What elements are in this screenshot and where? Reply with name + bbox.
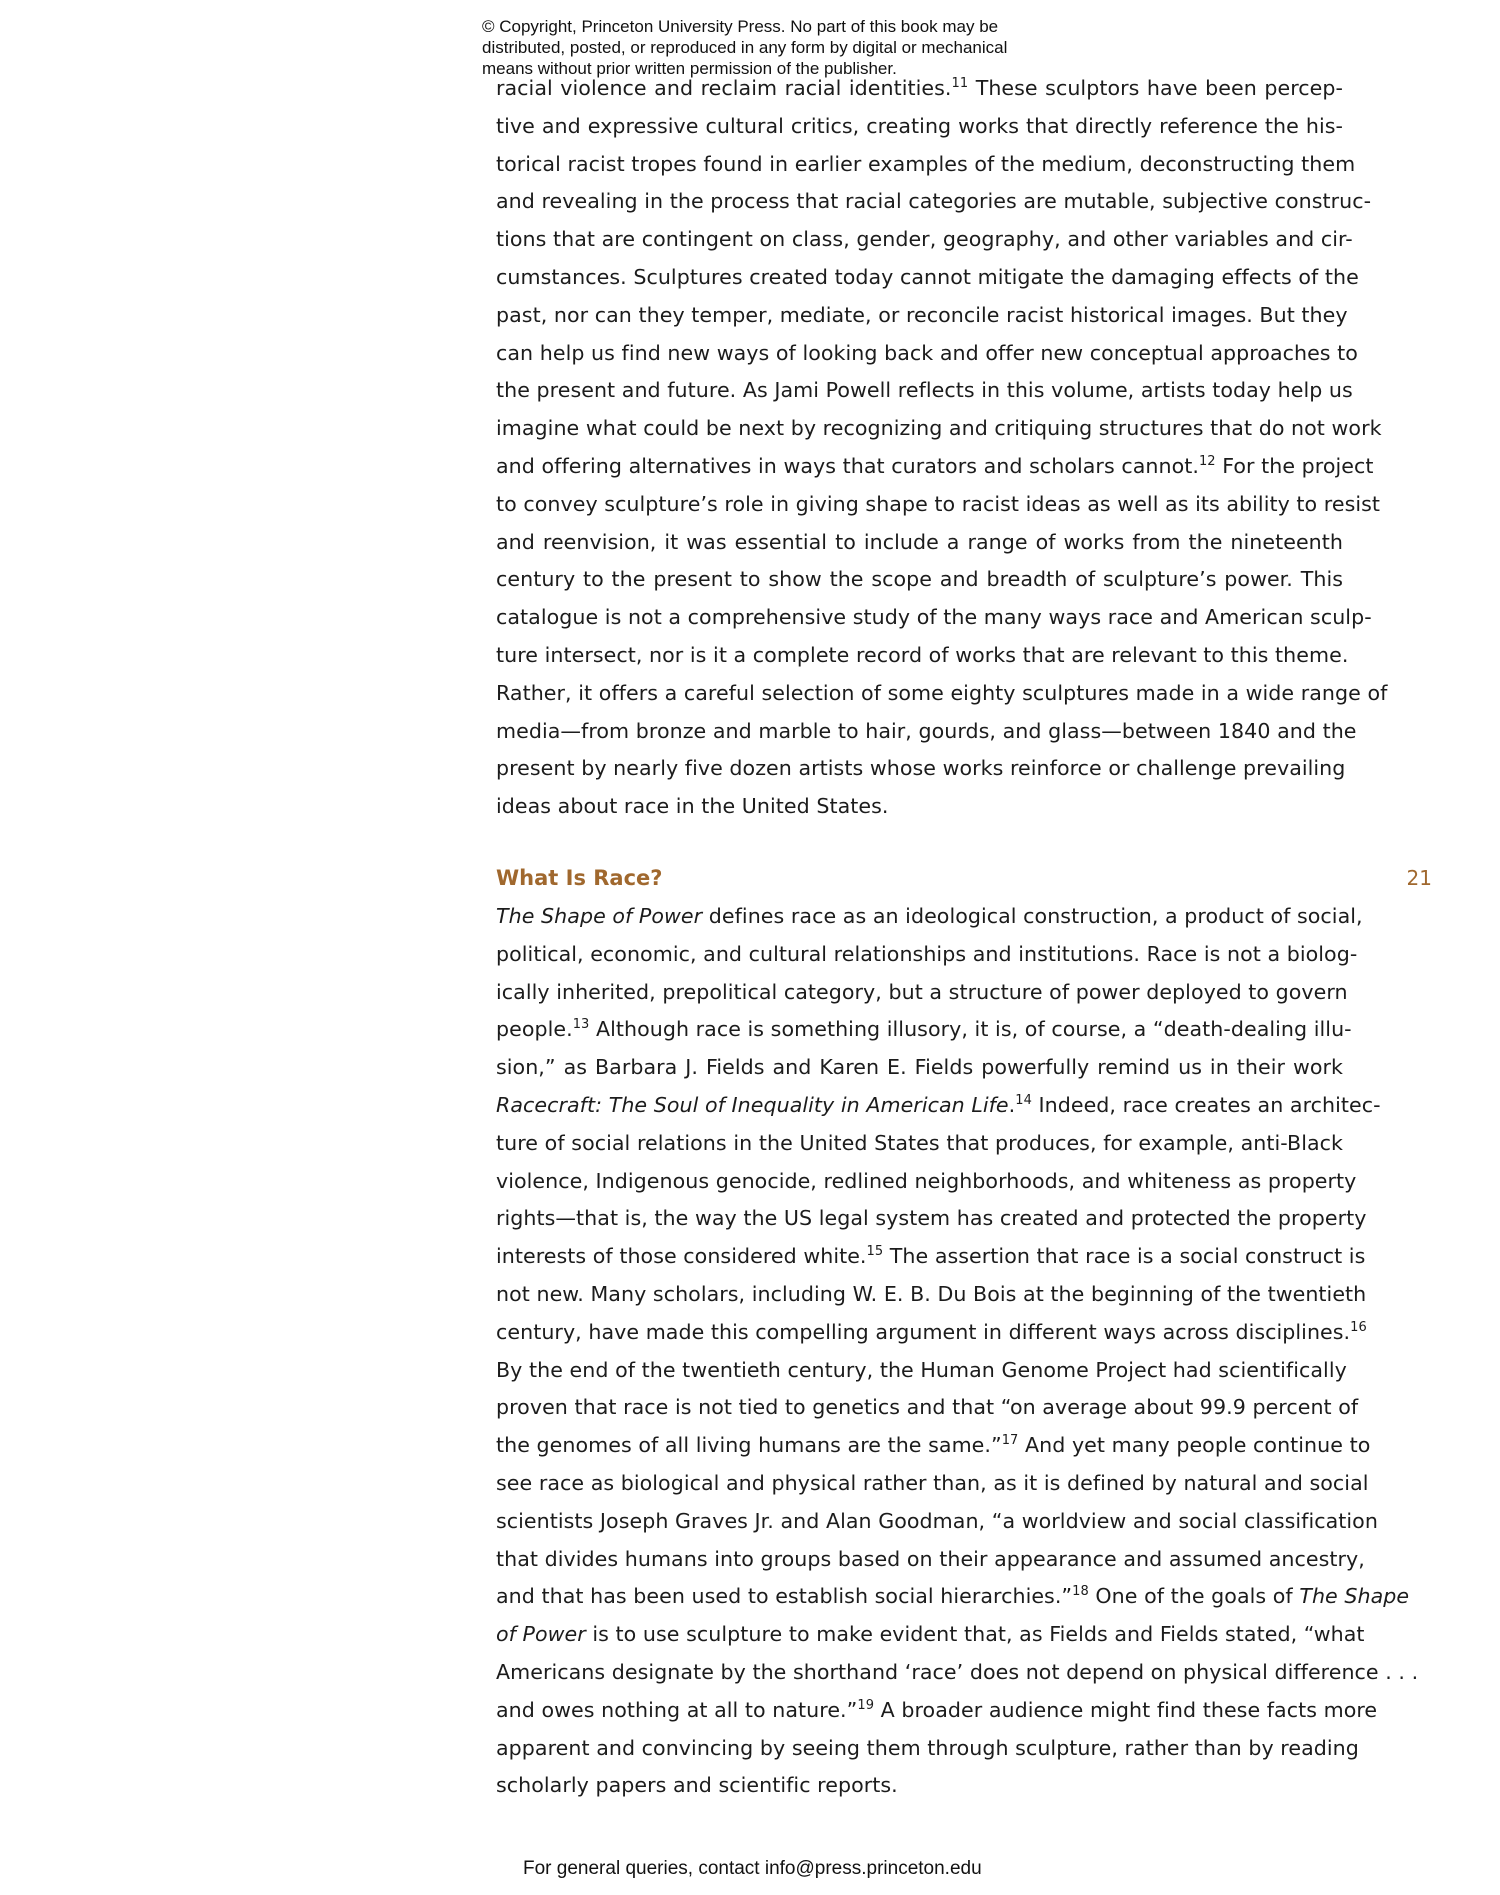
line-text: scholarly papers and scientific reports. (496, 1773, 898, 1798)
text-line (496, 599, 1372, 637)
text-line (496, 713, 1357, 751)
line-text: . (1008, 1092, 1016, 1117)
text-line (496, 1011, 1352, 1049)
line-text: can help us find new ways of looking back and offer new conceptual approaches to (496, 340, 1358, 365)
line-text: rights—that is, the way the US legal system has created and protected the property (496, 1206, 1367, 1231)
text-line (496, 637, 1349, 675)
text-line (496, 221, 1353, 259)
footnote-ref: 15 (866, 1244, 884, 1260)
footnote-ref: 13 (572, 1017, 590, 1033)
line-text: and that has been used to establish social hierarchies.” (496, 1584, 1073, 1609)
text-line (496, 750, 1346, 788)
line-text: The assertion that race is a social construct is (883, 1244, 1366, 1269)
text-line (496, 1087, 1381, 1125)
footer-contact: For general queries, contact info@press.princeton.edu (523, 1858, 982, 1879)
italic-title: The Shape (1299, 1584, 1410, 1609)
line-text: For the project (1215, 453, 1374, 478)
text-line (496, 1276, 1367, 1314)
line-text: ically inherited, prepolitical category, but a structure of power deployed to govern (496, 979, 1348, 1004)
text-line (496, 1314, 1367, 1352)
footnote-ref: 14 (1015, 1092, 1032, 1108)
line-text: racial violence and reclaim racial identities. (496, 76, 952, 100)
line-text: the genomes of all living humans are the same.” (496, 1433, 1002, 1458)
line-text: torical racist tropes found in earlier examples of the medium, deconstructing them (496, 151, 1356, 176)
line-text: people. (496, 1017, 573, 1042)
footnote-ref: 12 (1198, 453, 1216, 469)
line-text: apparent and convincing by seeing them through sculpture, rather than by reading (496, 1735, 1359, 1760)
line-text: Although race is something illusory, it is, of course, a “death-dealing illu- (589, 1017, 1352, 1042)
line-text: and offering alternatives in ways that curators and scholars cannot. (496, 453, 1199, 478)
text-line (496, 1238, 1366, 1276)
text-line (496, 1163, 1357, 1201)
text-line (496, 1616, 1365, 1654)
footnote-ref: 11 (951, 76, 969, 91)
text-line (496, 1200, 1367, 1238)
body-paragraph-top (496, 70, 1388, 826)
text-line (496, 1730, 1359, 1768)
line-text: media—from bronze and marble to hair, gourds, and glass—between 1840 and the (496, 718, 1357, 743)
text-line (496, 372, 1353, 410)
text-line (496, 1503, 1378, 1541)
line-text: sion,” as Barbara J. Fields and Karen E. Fields powerfully remind us in their work (496, 1055, 1343, 1080)
line-text: By the end of the twentieth century, the Human Genome Project had scientifically (496, 1357, 1347, 1382)
page-number: 21 (1406, 866, 1432, 890)
copyright-line: means without prior written permission of the publisher. (482, 59, 897, 78)
line-text: A broader audience might find these facts more (874, 1697, 1378, 1722)
text-line (496, 1654, 1419, 1692)
body-paragraph-bottom (496, 898, 1419, 1805)
copyright-line: distributed, posted, or reproduced in any form by digital or mechanical (482, 38, 1008, 57)
italic-title: of Power (496, 1622, 586, 1647)
line-text: not new. Many scholars, including W. E. B. Du Bois at the beginning of the twentieth (496, 1281, 1367, 1306)
text-line (496, 1389, 1359, 1427)
line-text: proven that race is not tied to genetics and that “on average about 99.9 percent of (496, 1395, 1359, 1420)
italic-title: Racecraft: The Soul of Inequality in American Life (496, 1092, 1009, 1117)
line-text: present by nearly five dozen artists whose works reinforce or challenge prevailing (496, 756, 1346, 781)
line-text: And yet many people continue to (1018, 1433, 1371, 1458)
text-line (496, 1049, 1343, 1087)
text-line (496, 788, 1343, 826)
line-text: tions that are contingent on class, gender, geography, and other variables and cir- (496, 227, 1353, 252)
text-line (496, 108, 1343, 146)
line-text: and reenvision, it was essential to include a range of works from the nineteenth (496, 529, 1343, 554)
line-text: defines race as an ideological construction, a product of social, (702, 904, 1363, 928)
line-text: scientists Joseph Graves Jr. and Alan Goodman, “a worldview and social classification (496, 1508, 1378, 1533)
text-line (496, 1692, 1378, 1730)
line-text: and revealing in the process that racial categories are mutable, subjective construc- (496, 189, 1372, 214)
text-line (496, 675, 1388, 713)
copyright-line: © Copyright, Princeton University Press. No part of this book may be (482, 17, 999, 36)
text-line (496, 1541, 1365, 1579)
line-text: One of the goals of (1088, 1584, 1300, 1609)
line-text: These sculptors have been percep- (968, 76, 1343, 100)
footnote-ref: 17 (1001, 1433, 1019, 1449)
line-text: past, nor can they temper, mediate, or reconcile racist historical images. But they (496, 302, 1348, 327)
line-text: the present and future. As Jami Powell reflects in this volume, artists today help us (496, 378, 1353, 403)
line-text: imagine what could be next by recognizing and critiquing structures that do not work (496, 416, 1382, 441)
line-text: catalogue is not a comprehensive study of the many ways race and American sculp- (496, 605, 1372, 630)
text-line (496, 146, 1356, 184)
text-line (496, 448, 1374, 486)
line-text: that divides humans into groups based on their appearance and assumed ancestry, (496, 1546, 1365, 1571)
text-line (496, 335, 1358, 373)
section-heading: What Is Race? (496, 866, 663, 890)
line-text: ideas about race in the United States. (496, 794, 889, 819)
text-line (496, 70, 1343, 108)
text-line (496, 1427, 1371, 1465)
line-text: century, have made this compelling argument in different ways across disciplines. (496, 1319, 1351, 1344)
footnote-ref: 16 (1350, 1319, 1367, 1335)
line-text: political, economic, and cultural relationships and institutions. Race is not a biolog- (496, 941, 1358, 966)
text-line (496, 1465, 1369, 1503)
line-text: violence, Indigenous genocide, redlined neighborhoods, and whiteness as property (496, 1168, 1357, 1193)
line-text: see race as biological and physical rather than, as it is defined by natural and social (496, 1470, 1369, 1495)
line-text: century to the present to show the scope and breadth of sculpture’s power. This (496, 567, 1343, 592)
footnote-ref: 18 (1072, 1584, 1089, 1600)
text-line (496, 936, 1358, 974)
line-text: and owes nothing at all to nature.” (496, 1697, 858, 1722)
italic-title: The Shape of Power (496, 904, 703, 928)
text-line (496, 561, 1343, 599)
line-text: Americans designate by the shorthand ‘race’ does not depend on physical difference . . . (496, 1659, 1419, 1684)
text-line (496, 1352, 1347, 1390)
line-text: tive and expressive cultural critics, creating works that directly reference the his- (496, 113, 1343, 138)
text-line (496, 898, 1363, 936)
line-text: interests of those considered white. (496, 1244, 867, 1269)
text-line (496, 410, 1382, 448)
line-text: Indeed, race creates an architec- (1031, 1092, 1381, 1117)
text-line (496, 183, 1372, 221)
text-line (496, 486, 1381, 524)
text-line (496, 1767, 1343, 1805)
text-line (496, 259, 1359, 297)
line-text: ture intersect, nor is it a complete record of works that are relevant to this theme. (496, 642, 1349, 667)
text-line (496, 1578, 1410, 1616)
line-text: Rather, it offers a careful selection of some eighty sculptures made in a wide range of (496, 680, 1388, 705)
text-line (496, 1125, 1343, 1163)
line-text: to convey sculpture’s role in giving shape to racist ideas as well as its ability to resist (496, 491, 1381, 516)
text-line (496, 297, 1348, 335)
text-line (496, 974, 1348, 1012)
line-text: ture of social relations in the United States that produces, for example, anti-Black (496, 1130, 1343, 1155)
line-text: cumstances. Sculptures created today cannot mitigate the damaging effects of the (496, 264, 1359, 289)
line-text: is to use sculpture to make evident that, as Fields and Fields stated, “what (585, 1622, 1365, 1647)
text-line (496, 524, 1343, 562)
footnote-ref: 19 (857, 1697, 875, 1713)
